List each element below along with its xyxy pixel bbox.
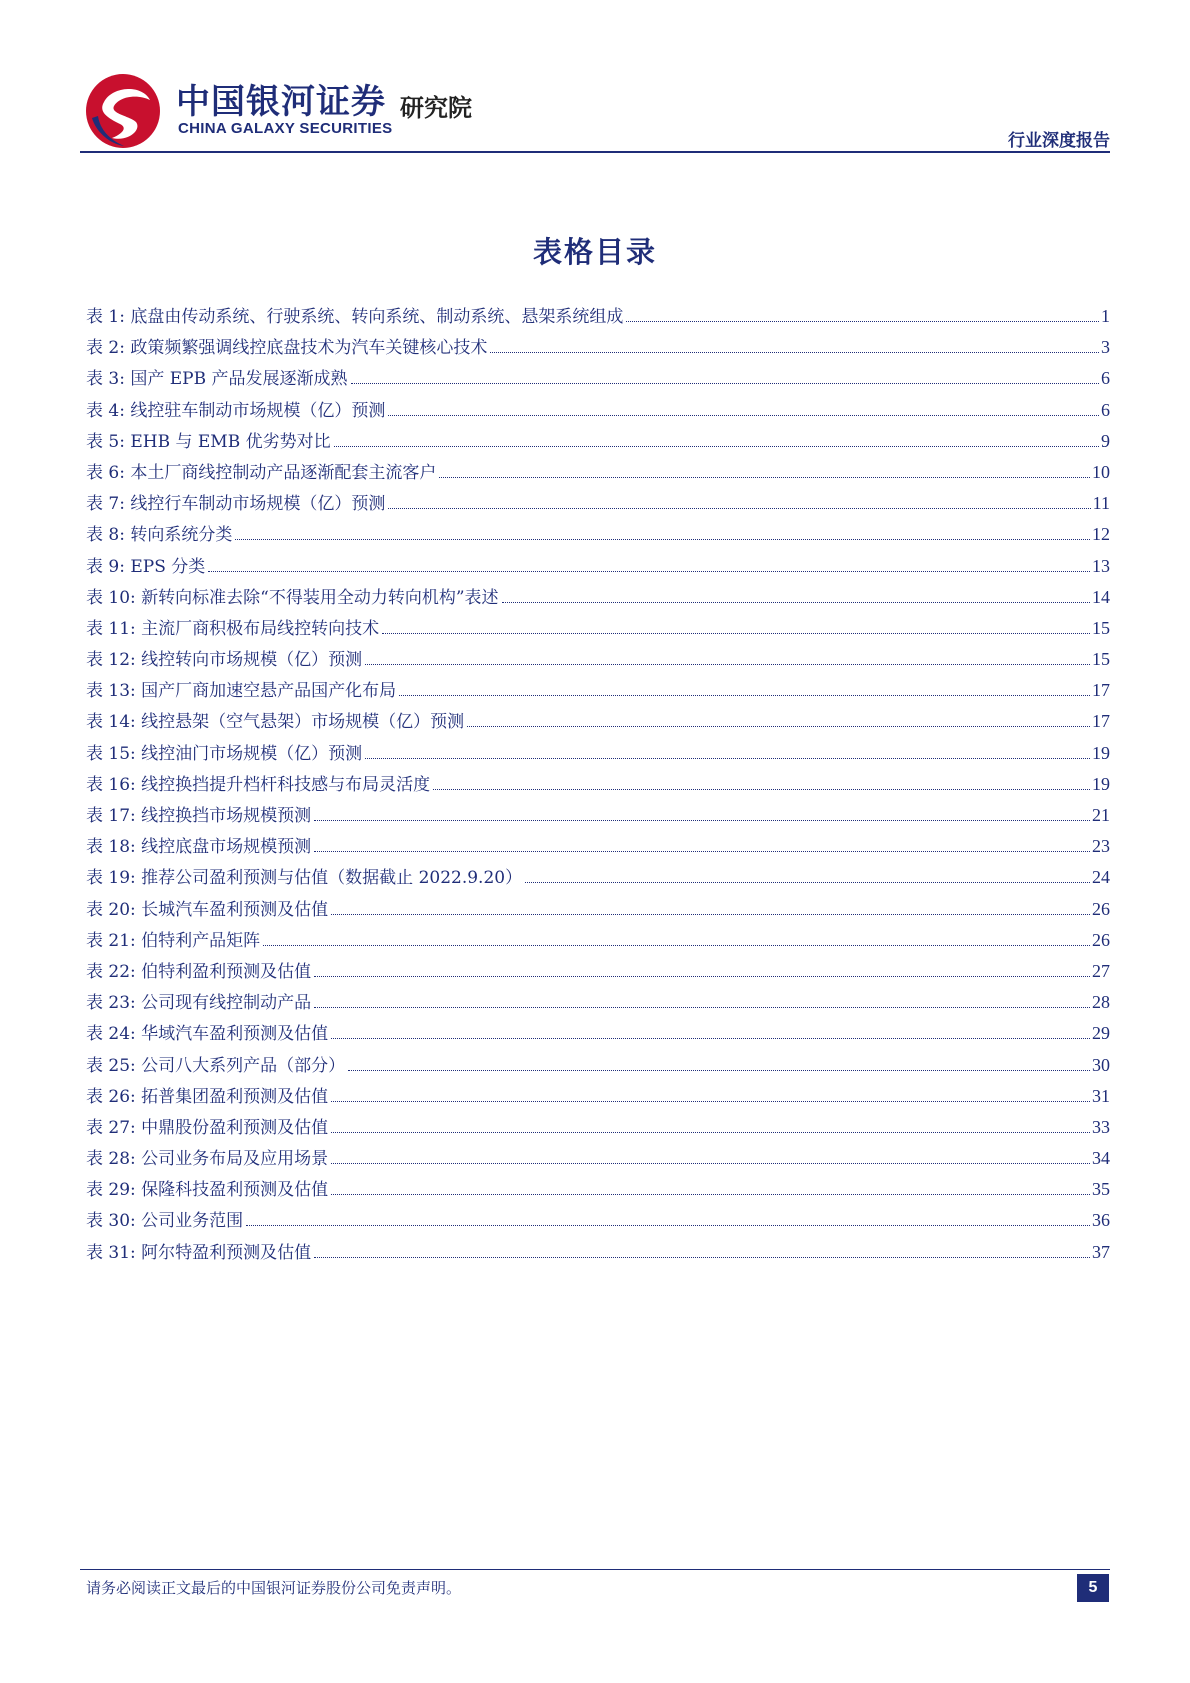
toc-leader-dots	[331, 1038, 1090, 1039]
toc-entry[interactable]	[86, 364, 1110, 395]
toc-entry-page: 23	[1092, 836, 1110, 857]
table-of-tables	[86, 302, 1110, 1269]
toc-leader-dots	[388, 508, 1090, 509]
toc-leader-dots	[433, 789, 1090, 790]
toc-entry-page: 30	[1092, 1054, 1110, 1075]
toc-entry-label: 表 20: 长城汽车盈利预测及估值	[86, 899, 329, 920]
logo-english-name: CHINA GALAXY SECURITIES	[178, 120, 393, 137]
toc-entry[interactable]	[86, 770, 1110, 801]
page-header	[80, 64, 1110, 154]
toc-entry-label: 表 22: 伯特利盈利预测及估值	[86, 961, 312, 982]
toc-entry-label: 表 18: 线控底盘市场规模预测	[86, 837, 312, 858]
toc-entry-page: 13	[1092, 555, 1110, 576]
toc-entry-label: 表 29: 保隆科技盈利预测及估值	[86, 1180, 329, 1201]
toc-entry-page: 19	[1092, 773, 1110, 794]
toc-entry[interactable]	[86, 926, 1110, 957]
toc-leader-dots	[331, 914, 1090, 915]
toc-entry-label: 表 26: 拓普集团盈利预测及估值	[86, 1086, 329, 1107]
toc-entry-label: 表 14: 线控悬架（空气悬架）市场规模（亿）预测	[86, 712, 465, 733]
toc-entry[interactable]	[86, 1175, 1110, 1206]
toc-leader-dots	[365, 758, 1090, 759]
toc-entry-page: 17	[1092, 711, 1110, 732]
footer-disclaimer: 请务必阅读正文最后的中国银河证券股份公司免责声明。	[86, 1579, 462, 1597]
toc-entry[interactable]	[86, 614, 1110, 645]
toc-entry[interactable]	[86, 1206, 1110, 1237]
toc-entry-label: 表 15: 线控油门市场规模（亿）预测	[86, 743, 363, 764]
toc-leader-dots	[348, 1070, 1090, 1071]
toc-leader-dots	[399, 695, 1090, 696]
toc-entry-label: 表 25: 公司八大系列产品（部分）	[86, 1055, 346, 1076]
toc-entry[interactable]	[86, 1113, 1110, 1144]
toc-entry-page: 9	[1101, 430, 1110, 451]
galaxy-logo-icon	[84, 72, 162, 150]
toc-entry-page: 34	[1092, 1148, 1110, 1169]
toc-entry[interactable]	[86, 676, 1110, 707]
header-divider	[80, 151, 1110, 153]
toc-entry-page: 31	[1092, 1085, 1110, 1106]
toc-leader-dots	[490, 352, 1099, 353]
toc-entry[interactable]	[86, 1238, 1110, 1269]
toc-entry-page: 15	[1092, 649, 1110, 670]
toc-entry-label: 表 7: 线控行车制动市场规模（亿）预测	[86, 494, 386, 515]
toc-entry[interactable]	[86, 427, 1110, 458]
toc-entry-page: 27	[1092, 960, 1110, 981]
toc-leader-dots	[365, 664, 1090, 665]
toc-entry[interactable]	[86, 988, 1110, 1019]
toc-entry[interactable]	[86, 333, 1110, 364]
toc-leader-dots	[314, 851, 1090, 852]
toc-entry[interactable]	[86, 1082, 1110, 1113]
toc-leader-dots	[334, 446, 1099, 447]
toc-entry[interactable]	[86, 1019, 1110, 1050]
toc-entry-label: 表 1: 底盘由传动系统、行驶系统、转向系统、制动系统、悬架系统组成	[86, 307, 624, 327]
toc-entry-label: 表 5: EHB 与 EMB 优劣势对比	[86, 431, 331, 452]
institute-label: 研究院	[400, 94, 472, 122]
toc-leader-dots	[525, 882, 1090, 883]
toc-entry-label: 表 24: 华域汽车盈利预测及估值	[86, 1024, 329, 1045]
toc-leader-dots	[263, 945, 1090, 946]
toc-entry[interactable]	[86, 583, 1110, 614]
toc-entry-label: 表 27: 中鼎股份盈利预测及估值	[86, 1117, 329, 1138]
toc-leader-dots	[208, 571, 1090, 572]
toc-entry[interactable]	[86, 552, 1110, 583]
toc-entry[interactable]	[86, 489, 1110, 520]
toc-entry-label: 表 31: 阿尔特盈利预测及估值	[86, 1242, 312, 1263]
toc-leader-dots	[331, 1194, 1090, 1195]
toc-entry-page: 36	[1092, 1210, 1110, 1231]
toc-entry[interactable]	[86, 1051, 1110, 1082]
toc-leader-dots	[331, 1101, 1090, 1102]
toc-entry-label: 表 2: 政策频繁强调线控底盘技术为汽车关键核心技术	[86, 338, 488, 359]
toc-entry-page: 29	[1092, 1023, 1110, 1044]
toc-entry-page: 26	[1092, 929, 1110, 950]
toc-entry-page: 15	[1092, 617, 1110, 638]
toc-leader-dots	[439, 477, 1090, 478]
toc-leader-dots	[388, 415, 1099, 416]
toc-entry-page: 11	[1092, 493, 1110, 514]
toc-entry-label: 表 17: 线控换挡市场规模预测	[86, 806, 312, 826]
toc-entry-label: 表 10: 新转向标准去除“不得装用全动力转向机构”表述	[86, 587, 499, 608]
footer-divider	[80, 1569, 1110, 1570]
toc-entry-page: 6	[1101, 368, 1110, 389]
toc-leader-dots	[467, 726, 1090, 727]
toc-entry-label: 表 6: 本土厂商线控制动产品逐渐配套主流客户	[86, 462, 437, 483]
toc-entry-page: 12	[1092, 524, 1110, 545]
toc-leader-dots	[314, 1007, 1090, 1008]
toc-entry-label: 表 19: 推荐公司盈利预测与估值（数据截止 2022.9.20）	[86, 868, 523, 889]
toc-entry[interactable]	[86, 302, 1110, 333]
toc-entry[interactable]	[86, 801, 1110, 832]
toc-entry[interactable]	[86, 520, 1110, 551]
toc-entry[interactable]	[86, 832, 1110, 863]
toc-entry-label: 表 28: 公司业务布局及应用场景	[86, 1149, 329, 1170]
toc-leader-dots	[331, 1132, 1090, 1133]
toc-entry[interactable]	[86, 895, 1110, 926]
toc-entry-page: 33	[1092, 1116, 1110, 1137]
toc-entry-label: 表 13: 国产厂商加速空悬产品国产化布局	[86, 681, 397, 702]
toc-leader-dots	[626, 321, 1099, 322]
toc-entry-page: 35	[1092, 1179, 1110, 1200]
page-number: 5	[1077, 1574, 1109, 1602]
toc-entry-page: 19	[1092, 742, 1110, 763]
toc-entry-page: 14	[1092, 586, 1110, 607]
toc-leader-dots	[331, 1163, 1090, 1164]
toc-entry-label: 表 21: 伯特利产品矩阵	[86, 930, 261, 951]
toc-entry-page: 26	[1092, 898, 1110, 919]
toc-entry[interactable]	[86, 396, 1110, 427]
toc-leader-dots	[314, 820, 1090, 821]
toc-entry[interactable]	[86, 707, 1110, 738]
toc-entry-label: 表 23: 公司现有线控制动产品	[86, 993, 312, 1014]
toc-entry[interactable]	[86, 1144, 1110, 1175]
toc-leader-dots	[235, 539, 1090, 540]
toc-entry-label: 表 9: EPS 分类	[86, 556, 206, 577]
toc-entry-page: 21	[1092, 805, 1110, 825]
toc-leader-dots	[382, 633, 1090, 634]
toc-entry-page: 1	[1101, 306, 1110, 326]
toc-entry[interactable]	[86, 957, 1110, 988]
toc-entry-page: 6	[1101, 399, 1110, 420]
toc-entry[interactable]	[86, 863, 1110, 894]
logo-chinese-name: 中国银河证券	[176, 82, 386, 122]
toc-entry[interactable]	[86, 739, 1110, 770]
toc-leader-dots	[502, 602, 1090, 603]
page-title: 表格目录	[532, 235, 657, 269]
toc-entry-page: 28	[1092, 992, 1110, 1013]
toc-entry-label: 表 11: 主流厂商积极布局线控转向技术	[86, 618, 380, 639]
toc-leader-dots	[351, 383, 1100, 384]
toc-entry[interactable]	[86, 458, 1110, 489]
toc-leader-dots	[314, 976, 1090, 977]
toc-entry-label: 表 8: 转向系统分类	[86, 525, 233, 546]
report-type: 行业深度报告	[1008, 131, 1110, 151]
toc-leader-dots	[314, 1257, 1090, 1258]
toc-entry-page: 10	[1092, 461, 1110, 482]
toc-entry-page: 24	[1092, 867, 1110, 888]
toc-leader-dots	[246, 1225, 1090, 1226]
toc-entry-label: 表 16: 线控换挡提升档杆科技感与布局灵活度	[86, 774, 431, 795]
toc-entry-page: 3	[1101, 337, 1110, 358]
toc-entry-label: 表 4: 线控驻车制动市场规模（亿）预测	[86, 400, 386, 421]
toc-entry-label: 表 3: 国产 EPB 产品发展逐渐成熟	[86, 369, 348, 390]
toc-entry-label: 表 30: 公司业务范围	[86, 1211, 244, 1232]
toc-entry-label: 表 12: 线控转向市场规模（亿）预测	[86, 650, 363, 671]
toc-entry-page: 37	[1092, 1241, 1110, 1262]
toc-entry[interactable]	[86, 645, 1110, 676]
toc-entry-page: 17	[1092, 680, 1110, 701]
